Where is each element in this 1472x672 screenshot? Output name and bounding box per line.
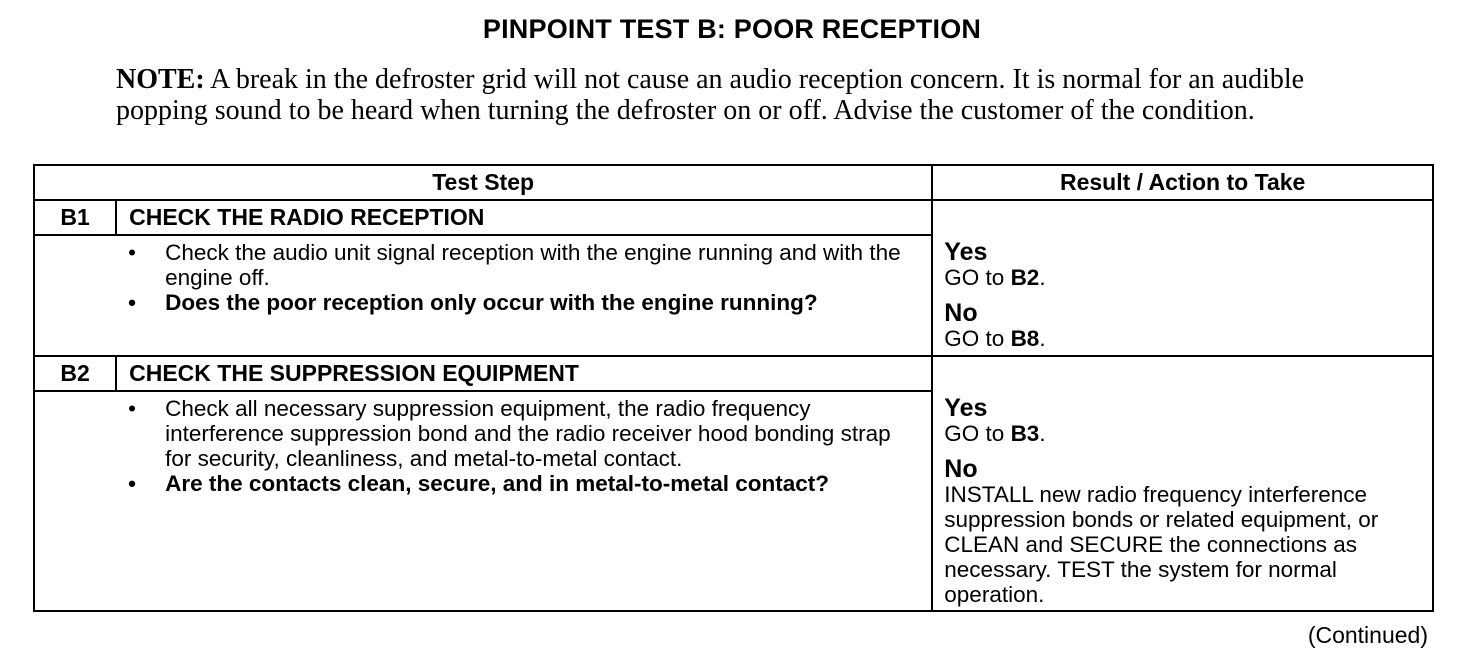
- step-link[interactable]: B8: [1010, 326, 1040, 351]
- result-no-label: No: [944, 299, 978, 327]
- bullet-icon: •: [128, 290, 136, 315]
- pinpoint-test-table: [33, 164, 1434, 612]
- result-no-action: INSTALL new radio frequency interference suppression bonds or related equipment, or CLEAN and SECURE the connections as necessary. TEST the system for normal operation.: [944, 482, 1379, 607]
- result-no-label: No: [944, 455, 978, 483]
- bullet-icon: •: [128, 396, 136, 421]
- table-header-row: [34, 165, 1433, 200]
- header-test-step: Test Step: [34, 165, 932, 200]
- note-text: A break in the defroster grid will not cause an audio reception concern. It is normal for an audible popping sound to be heard when turning the defroster on or off. Advise the customer of the condition.: [116, 64, 1305, 126]
- step-title-row: [34, 356, 1433, 391]
- note-paragraph: [116, 64, 1306, 126]
- result-no-action: GO to B8.: [944, 326, 1046, 351]
- result-yes-label: Yes: [944, 238, 988, 266]
- result-yes-action: GO to B2.: [944, 265, 1046, 290]
- result-yes-label: Yes: [944, 394, 988, 422]
- step-title: CHECK THE RADIO RECEPTION: [116, 200, 932, 235]
- step-title: CHECK THE SUPPRESSION EQUIPMENT: [116, 356, 932, 391]
- page-title: PINPOINT TEST B: POOR RECEPTION: [482, 14, 982, 44]
- step-id: B1: [34, 200, 116, 235]
- bullet-list: [116, 240, 931, 315]
- note-label: NOTE:: [116, 64, 205, 95]
- step-id: B2: [34, 356, 116, 391]
- step-body: [116, 235, 932, 356]
- step-body: [116, 391, 932, 611]
- list-item: • Check the audio unit signal reception with the engine running and with the engine off.: [128, 240, 901, 290]
- list-item-question: • Are the contacts clean, secure, and in metal-to-metal contact?: [128, 471, 830, 496]
- continued-label: (Continued): [1307, 622, 1428, 648]
- result-yes-action: GO to B3.: [944, 421, 1046, 446]
- result-cell: [932, 200, 1433, 356]
- step-title-row: [34, 200, 1433, 235]
- step-link[interactable]: B3: [1010, 421, 1040, 446]
- step-link[interactable]: B2: [1010, 265, 1040, 290]
- bullet-icon: •: [128, 240, 136, 265]
- list-item-question: • Does the poor reception only occur with the engine running?: [128, 290, 818, 315]
- bullet-list: [116, 396, 931, 496]
- list-item: • Check all necessary suppression equipment, the radio frequency interference suppression bond and the radio receiver hood bonding strap for security, cleanliness, and metal-to-metal contact.: [128, 396, 891, 471]
- bullet-icon: •: [128, 471, 136, 496]
- header-result: Result / Action to Take: [932, 165, 1433, 200]
- result-cell: [932, 356, 1433, 611]
